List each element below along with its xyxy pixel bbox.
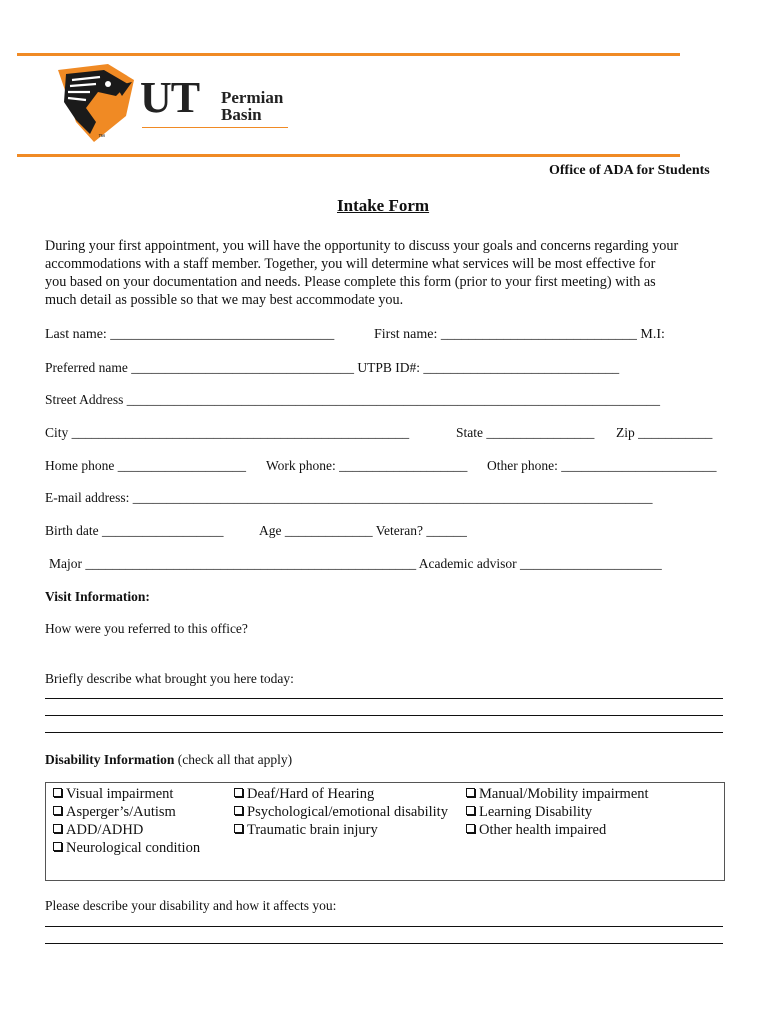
- checkbox-icon[interactable]: [53, 842, 62, 851]
- last-name-field[interactable]: Last name: ________________________________: [45, 327, 335, 342]
- checkbox-traumatic-brain-injury[interactable]: [234, 822, 378, 839]
- checkbox-label: Other health impaired: [479, 822, 607, 838]
- city-field[interactable]: City __________________________________________________: [45, 425, 410, 440]
- checkbox-label: Visual impairment: [66, 786, 174, 802]
- disability-heading: [45, 752, 292, 768]
- preferred-name-field[interactable]: Preferred name _________________________________ UTPB ID#: _____________________________: [45, 360, 620, 375]
- checkbox-manual-mobility[interactable]: [466, 786, 649, 803]
- age-veteran-field[interactable]: Age _____________ Veteran? ______: [259, 523, 467, 538]
- logo-permian: Permian: [221, 88, 284, 107]
- intro-line-3: you based on your documentation and needs. Please complete this form (prior to your first meeting) with as: [45, 274, 656, 290]
- checkbox-icon[interactable]: [466, 806, 475, 815]
- state-field[interactable]: State ________________: [456, 425, 595, 440]
- checkbox-label: ADD/ADHD: [66, 822, 144, 838]
- disability-heading-bold: Disability Information: [45, 752, 175, 767]
- checkbox-label: Deaf/Hard of Hearing: [247, 786, 375, 802]
- referred-question: How were you referred to this office?: [45, 621, 248, 636]
- checkbox-icon[interactable]: [234, 806, 243, 815]
- other-phone-field[interactable]: Other phone: _______________________: [487, 458, 717, 473]
- answer-line[interactable]: [45, 732, 723, 733]
- home-phone-field[interactable]: Home phone ___________________: [45, 458, 246, 473]
- checkbox-label: Neurological condition: [66, 840, 201, 856]
- checkbox-label: Asperger’s/Autism: [66, 804, 176, 820]
- checkbox-learning-disability[interactable]: [466, 804, 592, 821]
- answer-line[interactable]: [45, 698, 723, 699]
- work-phone-field[interactable]: Work phone: ___________________: [266, 458, 468, 473]
- intro-line-2: accommodations with a staff member. Together, you will determine what services will be most effective for: [45, 256, 656, 272]
- checkbox-visual-impairment[interactable]: [53, 786, 173, 803]
- utpb-logo: [46, 62, 296, 146]
- email-field[interactable]: E-mail address: _____________________________________________________________________________: [45, 490, 653, 505]
- checkbox-icon[interactable]: [53, 788, 62, 797]
- intro-line-4: much detail as possible so that we may best accommodate you.: [45, 292, 404, 308]
- checkbox-aspergers-autism[interactable]: [53, 804, 176, 821]
- checkbox-icon[interactable]: [234, 824, 243, 833]
- checkbox-other-health[interactable]: [466, 822, 606, 839]
- logo-ut: UT: [140, 73, 200, 122]
- logo-tm: ™: [98, 134, 105, 141]
- street-address-field[interactable]: Street Address _______________________________________________________________________________: [45, 392, 660, 407]
- form-title: Intake Form: [337, 196, 430, 215]
- disability-heading-note: (check all that apply): [174, 752, 293, 767]
- describe-question: Briefly describe what brought you here today:: [45, 671, 294, 686]
- header-bottom-rule: [17, 154, 680, 157]
- checkbox-label: Learning Disability: [479, 804, 593, 820]
- logo-basin: Basin: [221, 105, 262, 124]
- visit-heading: Visit Information:: [45, 589, 150, 604]
- checkbox-label: Psychological/emotional disability: [247, 804, 448, 820]
- checkbox-icon[interactable]: [53, 824, 62, 833]
- major-advisor-field[interactable]: Major _________________________________________________ Academic advisor _____________________: [49, 556, 662, 571]
- checkbox-psychological[interactable]: [234, 804, 448, 821]
- birth-date-field[interactable]: Birth date __________________: [45, 523, 224, 538]
- checkbox-add-adhd[interactable]: [53, 822, 143, 839]
- checkbox-icon[interactable]: [53, 806, 62, 815]
- answer-line[interactable]: [45, 926, 723, 927]
- office-title: Office of ADA for Students: [549, 163, 710, 178]
- falcon-logo-icon: [46, 62, 136, 146]
- checkbox-label: Manual/Mobility impairment: [479, 786, 649, 802]
- checkbox-label: Traumatic brain injury: [247, 822, 378, 838]
- checkbox-icon[interactable]: [466, 788, 475, 797]
- header-top-rule: [17, 53, 680, 56]
- answer-line[interactable]: [45, 715, 723, 716]
- checkbox-icon[interactable]: [234, 788, 243, 797]
- answer-line[interactable]: [45, 943, 723, 944]
- checkbox-icon[interactable]: [466, 824, 475, 833]
- logo-underline: [142, 127, 288, 128]
- first-name-field[interactable]: First name: ____________________________ M.I:: [374, 327, 665, 342]
- checkbox-neurological[interactable]: [53, 840, 200, 857]
- disability-describe-question: Please describe your disability and how it affects you:: [45, 898, 337, 913]
- intro-line-1: During your first appointment, you will have the opportunity to discuss your goals and concerns regarding your: [45, 238, 679, 254]
- checkbox-deaf-hard-of-hearing[interactable]: [234, 786, 374, 803]
- zip-field[interactable]: Zip ___________: [616, 425, 713, 440]
